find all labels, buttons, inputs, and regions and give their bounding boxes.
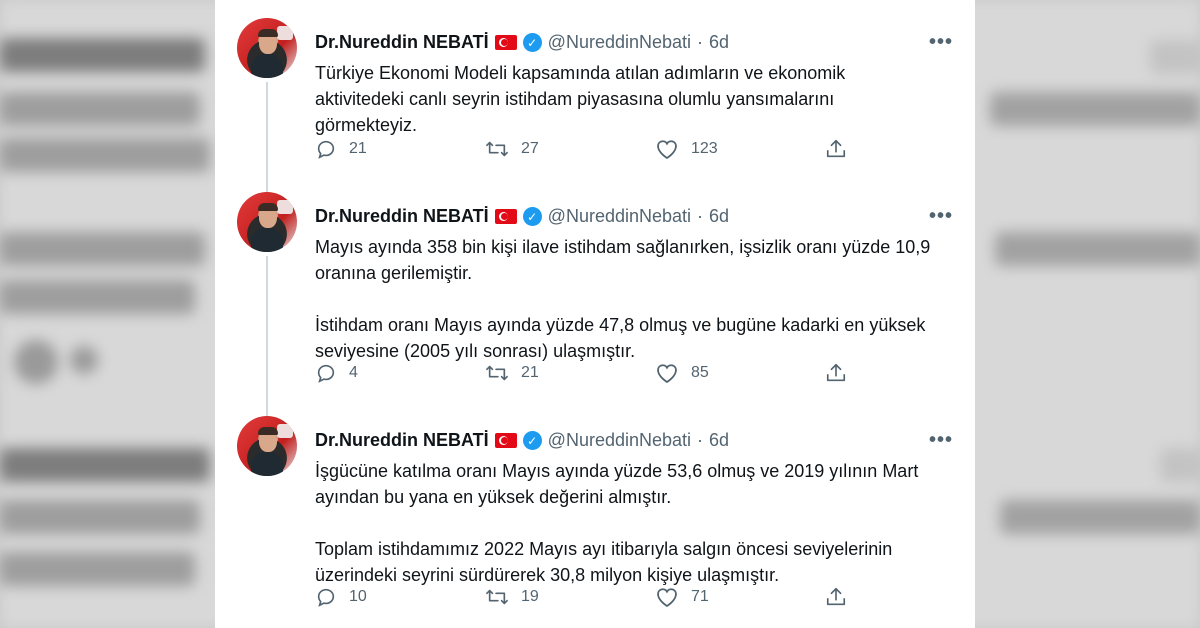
separator-dot: · [697, 32, 704, 52]
timestamp[interactable]: 6d [709, 430, 730, 450]
share-button[interactable] [825, 586, 847, 608]
retweet-icon [485, 362, 509, 384]
tweet-actions [315, 138, 875, 160]
reply-icon [315, 362, 337, 384]
retweet-icon [485, 138, 509, 160]
timestamp[interactable]: 6d [709, 206, 730, 226]
more-horizontal-icon[interactable]: ••• [928, 205, 953, 227]
retweet-count: 27 [521, 140, 539, 157]
tweet-text: İşgücüne katılma oranı Mayıs ayında yüzde 53,6 olmuş ve 2019 yılının Mart ayından bu yana en yüksek değerini almıştır. Toplam istihdamımız 2022 Mayıs ayı itibarıyla salgın öncesi seviyelerinin üzerindeki seyrini sürdürerek 30,8 milyon kişiye ulaşmıştır. [315, 461, 919, 585]
timestamp[interactable]: 6d [709, 32, 730, 52]
tweet-thread-card [215, 0, 975, 628]
retweet-button[interactable] [485, 586, 655, 608]
like-count: 85 [691, 364, 709, 381]
share-button[interactable] [825, 362, 847, 384]
heart-icon [655, 362, 679, 384]
verified-badge-icon: ✓ [523, 207, 542, 226]
more-horizontal-icon[interactable]: ••• [928, 429, 953, 451]
reply-button[interactable] [315, 362, 485, 384]
turkey-flag-icon [495, 433, 517, 448]
tweet-actions [315, 362, 875, 384]
reply-icon [315, 138, 337, 160]
share-icon [825, 586, 847, 608]
author-name[interactable]: Dr.Nureddin NEBATİ [315, 430, 489, 450]
tweet[interactable] [215, 412, 975, 628]
like-button[interactable] [655, 138, 825, 160]
reply-count: 4 [349, 364, 358, 381]
share-icon [825, 138, 847, 160]
author-handle[interactable]: @NureddinNebati [547, 206, 692, 226]
like-button[interactable] [655, 586, 825, 608]
turkey-flag-icon [495, 35, 517, 50]
avatar[interactable] [237, 416, 297, 476]
more-horizontal-icon[interactable]: ••• [928, 31, 953, 53]
turkey-flag-icon [495, 209, 517, 224]
like-count: 123 [691, 140, 718, 157]
verified-badge-icon: ✓ [523, 431, 542, 450]
avatar[interactable] [237, 18, 297, 78]
heart-icon [655, 586, 679, 608]
reply-button[interactable] [315, 586, 485, 608]
reply-icon [315, 586, 337, 608]
tweet-text: Mayıs ayında 358 bin kişi ilave istihdam sağlanırken, işsizlik oranı yüzde 10,9 oranına gerilemiştir. İstihdam oranı Mayıs ayında yüzde 47,8 olmuş ve bugüne kadarki en yüksek seviyesine (2005 yılı sonrası) ulaşmıştır. [315, 237, 931, 361]
reply-button[interactable] [315, 138, 485, 160]
separator-dot: · [697, 206, 704, 226]
avatar[interactable] [237, 192, 297, 252]
reply-count: 21 [349, 140, 367, 157]
author-handle[interactable]: @NureddinNebati [547, 430, 692, 450]
retweet-button[interactable] [485, 138, 655, 160]
retweet-icon [485, 586, 509, 608]
heart-icon [655, 138, 679, 160]
like-count: 71 [691, 588, 709, 605]
tweet[interactable] [215, 14, 975, 184]
author-handle[interactable]: @NureddinNebati [547, 32, 692, 52]
like-button[interactable] [655, 362, 825, 384]
separator-dot: · [697, 430, 704, 450]
tweet[interactable] [215, 188, 975, 408]
author-name[interactable]: Dr.Nureddin NEBATİ [315, 32, 489, 52]
verified-badge-icon: ✓ [523, 33, 542, 52]
author-name[interactable]: Dr.Nureddin NEBATİ [315, 206, 489, 226]
share-button[interactable] [825, 138, 847, 160]
tweet-text: Türkiye Ekonomi Modeli kapsamında atılan adımların ve ekonomik aktivitedeki canlı seyrin istihdam piyasasına olumlu yansımalarını görmekteyiz. [315, 63, 846, 135]
retweet-count: 19 [521, 588, 539, 605]
reply-count: 10 [349, 588, 367, 605]
share-icon [825, 362, 847, 384]
retweet-button[interactable] [485, 362, 655, 384]
tweet-actions [315, 586, 875, 608]
retweet-count: 21 [521, 364, 539, 381]
